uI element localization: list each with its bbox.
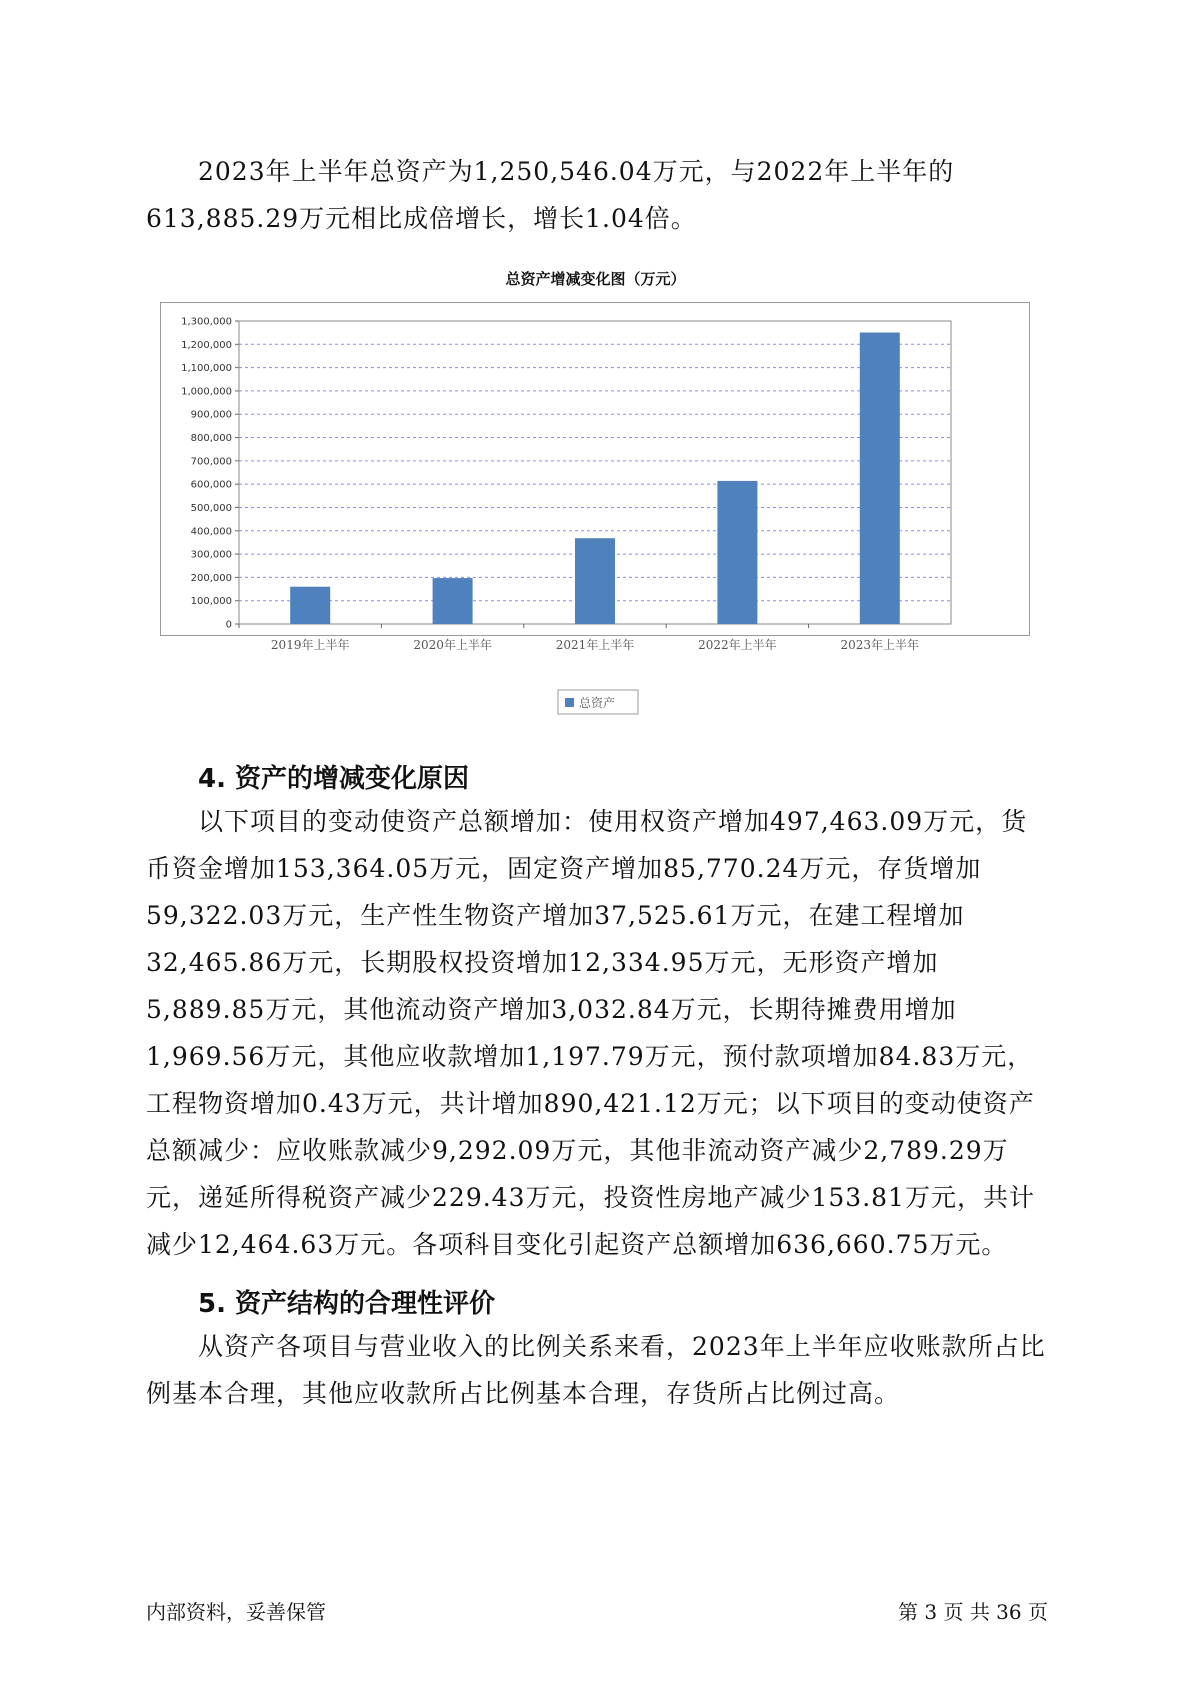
y-tick-label: 200,000 xyxy=(190,572,232,584)
y-tick-label: 800,000 xyxy=(190,433,232,445)
bar-4 xyxy=(717,481,757,624)
y-tick-label: 0 xyxy=(225,619,232,631)
legend-swatch xyxy=(565,698,574,707)
footer-page-number: 第 3 页 共 36 页 xyxy=(898,1600,1048,1624)
section4-heading: 4. 资产的增减变化原因 xyxy=(198,764,470,794)
intro-paragraph: 2023年上半年总资产为1,250,546.04万元，与2022年上半年的613,885.29万元相比成倍增长，增长1.04倍。 xyxy=(146,157,955,233)
total-assets-bar-chart xyxy=(160,302,1030,722)
y-tick-label: 1,200,000 xyxy=(181,339,232,351)
y-tick-label: 1,000,000 xyxy=(181,386,232,398)
footer-confidential-note: 内部资料，妥善保管 xyxy=(146,1600,326,1624)
bar-3 xyxy=(575,538,615,624)
section4-paragraph: 以下项目的变动使资产总额增加：使用权资产增加497,463.09万元，货币资金增加153,364.05万元，固定资产增加85,770.24万元，存货增加59,322.03万元，生产性生物资产增加37,525.61万元，在建工程增加32,465.86万元，长期股权投资增加12,334.95万元，无形资产增加5,889.85万元，其他流动资产增加3,032.84万元，长期待摊费用增加1,969.56万元，其他应收款增加1,197.79万元，预付款项增加84.83万元，工程物资增加0.43万元，共计增加890,421.12万元；以下项目的变动使资产总额减少：应收账款减少9,292.09万元，其他非流动资产减少2,789.29万元，递延所得税资产减少229.43万元，投资性房地产减少153.81万元，共计减少12,464.63万元。各项科目变化引起资产总额增加636,660.75万元。 xyxy=(146,807,1035,1259)
legend-label: 总资产 xyxy=(579,696,616,710)
section5-paragraph: 从资产各项目与营业收入的比例关系来看，2023年上半年应收账款所占比例基本合理，其他应收款所占比例基本合理，存货所占比例过高。 xyxy=(146,1332,1046,1408)
y-tick-label: 600,000 xyxy=(190,479,232,491)
y-tick-label: 400,000 xyxy=(190,526,232,538)
chart-title: 总资产增减变化图（万元） xyxy=(505,270,686,288)
section5-heading: 5. 资产结构的合理性评价 xyxy=(198,1289,496,1319)
y-tick-label: 300,000 xyxy=(190,549,232,561)
bar-1 xyxy=(290,587,330,624)
bar-2 xyxy=(433,578,473,624)
bar-5 xyxy=(860,333,900,624)
y-tick-label: 900,000 xyxy=(190,409,232,421)
y-tick-label: 500,000 xyxy=(190,502,232,514)
y-tick-label: 100,000 xyxy=(190,596,232,608)
y-tick-label: 1,300,000 xyxy=(181,316,232,328)
x-tick-label: 2020年上半年 xyxy=(413,638,492,652)
x-tick-label: 2021年上半年 xyxy=(555,638,635,652)
x-tick-label: 2023年上半年 xyxy=(840,638,920,652)
y-tick-label: 1,100,000 xyxy=(181,363,232,375)
x-tick-label: 2019年上半年 xyxy=(270,638,350,652)
x-tick-label: 2022年上半年 xyxy=(698,638,777,652)
y-tick-label: 700,000 xyxy=(190,456,232,468)
